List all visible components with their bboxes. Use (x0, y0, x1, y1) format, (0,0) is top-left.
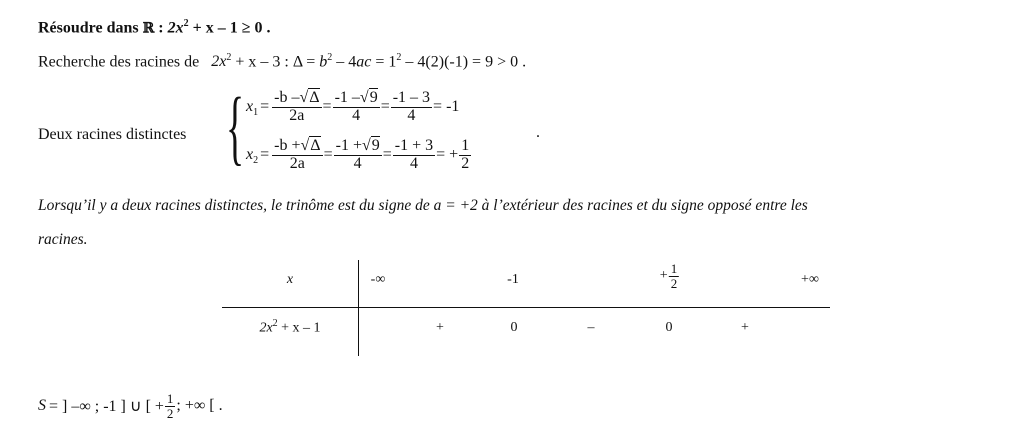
table-sign-1: + (436, 320, 444, 335)
table-x-label: x (286, 272, 294, 287)
solution-part1: = ] –∞ ; -1 ] ∪ [ + (49, 398, 164, 416)
x2-f3-num: -1 + 3 (394, 137, 434, 154)
table-sign-5: + (741, 320, 749, 335)
x2-var: x (246, 146, 254, 164)
trinomial-part1: 2x (211, 53, 227, 71)
trinomial-part2: + x – 3 : (235, 53, 289, 71)
inequality-part2: + x – 1 ≥ 0 . (192, 19, 271, 37)
roots-search-text: Recherche des racines de (38, 53, 200, 71)
x2-f2-num: -1 + (335, 137, 362, 154)
x2-f2-den: 4 (353, 154, 362, 172)
delta-one-exponent: 2 (396, 52, 402, 63)
solution-line (38, 392, 223, 420)
x2-f3-den: 4 (409, 154, 418, 172)
x1-sub: 1 (253, 106, 259, 118)
solution-part2: ; +∞ [ . (176, 397, 223, 415)
table-row-label (259, 318, 320, 337)
row-label-part1: 2x (259, 320, 273, 336)
delta-part2: – 4 (336, 53, 357, 71)
solution-frac-num: 1 (166, 391, 174, 406)
table-plus-infinity: +∞ (801, 272, 819, 287)
x1-numeric-fraction: $\frac{-1 -√9}{4}$ (334, 89, 378, 124)
x2-simplified-fraction (393, 138, 435, 173)
x1-eq: = (260, 98, 270, 116)
roots-search-line (38, 52, 526, 71)
x2-result-num: 1 (461, 137, 470, 154)
inequality-part1: 2x (167, 19, 184, 37)
x1-var: x (246, 98, 254, 116)
x1-f2-num: -1 – (334, 89, 360, 106)
row-label-exponent: 2 (272, 318, 278, 329)
system-trailing-dot: . (536, 124, 540, 141)
rule-text-line1: Lorsqu’il y a deux racines distinctes, le trinôme est du signe de a = +2 à l’extérieur des racines et du signe opposé entre les (38, 197, 808, 214)
solution-fraction (165, 392, 176, 420)
table-minus-infinity: -∞ (370, 272, 386, 287)
x2-result-den: 2 (461, 154, 470, 172)
delta-b-exponent: 2 (327, 52, 333, 63)
rule-text-line2: racines. (38, 231, 88, 248)
x1-f2-den: 4 (352, 106, 361, 124)
row-label-part2: + x – 1 (281, 320, 321, 336)
x1-f1-den: 2a (289, 106, 305, 124)
system-brace: { (226, 81, 245, 174)
trinomial-exponent: 2 (226, 52, 232, 63)
table-root1: -1 (507, 272, 519, 287)
x2-f1-num: -b + (274, 137, 301, 154)
table-vertical-rule (358, 260, 359, 356)
delta-part3: = 1 (375, 53, 397, 71)
x2-result-prefix: = + (436, 146, 459, 164)
two-roots-label: Deux racines distinctes (38, 126, 187, 143)
x1-simplified-fraction (391, 90, 432, 125)
x2-numeric-fraction: $\frac{-1 +√9}{4}$ (335, 137, 380, 172)
delta-part4: – 4(2)(-1) = 9 > 0 . (405, 53, 527, 71)
x1-f3-den: 4 (407, 106, 416, 124)
table-root2-den: 2 (670, 275, 678, 291)
title-colon: : (158, 19, 164, 37)
page-title (38, 18, 271, 37)
title-prefix: Résoudre dans (38, 19, 139, 37)
x2-f1-sqrt: Δ (310, 137, 321, 154)
x1-f2-sqrt: 9 (369, 89, 378, 106)
x2-f1-den: 2a (289, 154, 305, 172)
table-root2-num: 1 (670, 261, 678, 276)
real-set-symbol: ℝ (142, 20, 155, 37)
table-horizontal-rule (222, 307, 830, 308)
solution-var: S (38, 397, 46, 415)
x2-sub: 2 (253, 154, 259, 166)
root-x2-line: x $_2$ = $\frac{-b +√\Delta}{2a}$ = $\frac{-1 +√9}{4}$ = $\frac{-1 + 3}{4}$ = + $\frac{1}{2}$ (246, 137, 470, 172)
x1-result: = -1 (433, 98, 460, 116)
x1-formula-fraction: $\frac{-b -√\Delta}{2a}$ (274, 89, 320, 124)
table-root2 (660, 262, 680, 290)
table-sign-3: – (587, 320, 595, 335)
x2-formula-fraction: $\frac{-b +√\Delta}{2a}$ (274, 137, 321, 172)
solution-frac-den: 2 (166, 405, 174, 421)
delta-part1: Δ = (292, 53, 316, 71)
x1-f1-sqrt: Δ (309, 89, 320, 106)
x2-f2-sqrt: 9 (371, 137, 380, 154)
x2-eq: = (260, 146, 270, 164)
inequality-exponent: 2 (183, 18, 189, 29)
table-sign-4: 0 (665, 320, 673, 335)
x2-result-fraction (459, 138, 471, 173)
x1-f1-num: -b – (274, 89, 300, 106)
table-sign-2: 0 (510, 320, 518, 335)
delta-ac: ac (356, 53, 372, 71)
table-root2-prefix: + (659, 268, 668, 284)
delta-b: b (319, 53, 328, 71)
root-x1-line: x $_1$ = $\frac{-b -√\Delta}{2a}$ = $\frac{-1 -√9}{4}$ = $\frac{-1 - 3}{4}$ = -1 (246, 89, 460, 124)
x1-f3-num: -1 – 3 (392, 89, 431, 106)
